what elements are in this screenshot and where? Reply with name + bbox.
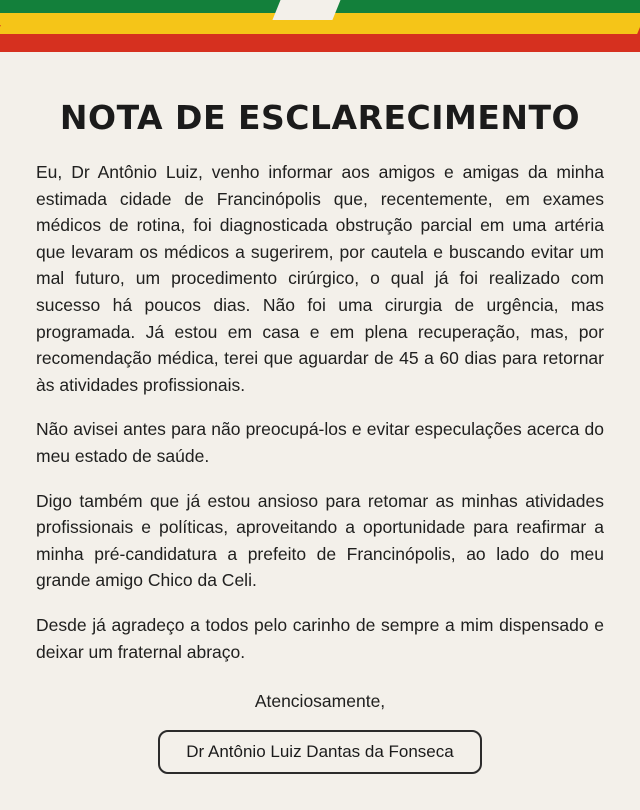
ribbon-bottom-gap	[0, 52, 640, 62]
ribbon-red-left	[0, 34, 640, 52]
paragraph-4: Desde já agradeço a todos pelo carinho de sempre a mim dispensado e deixar um fraternal abraço.	[36, 614, 604, 662]
decorative-flag-ribbon	[0, 0, 640, 62]
page-title: NOTA DE ESCLARECIMENTO	[59, 98, 581, 137]
signature-row	[36, 730, 604, 774]
paragraph-3: Digo também que já estou ansioso para retomar as minhas atividades profissionais e políticas, aproveitando a oportunidade para reafirmar a minha pré-candidatura a prefeito de Francinópolis, ao lado do meu grande amigo Chico da Celi.	[36, 490, 604, 591]
document-content	[0, 62, 640, 802]
paragraph-2: Não avisei antes para não preocupá-los e evitar especulações acerca do meu estado de saúde.	[36, 419, 604, 466]
signature-name: Dr Antônio Luiz Dantas da Fonseca	[158, 730, 481, 774]
ribbon-yellow-diagonal	[0, 20, 640, 34]
paragraph-1: Eu, Dr Antônio Luiz, venho informar aos amigos e amigas da minha estimada cidade de Francinópolis que, recentemente, em exames médicos de rotina, foi diagnosticada obstrução parcial em uma artéria que levaram os médicos a sugerirem, por cautela e buscando evitar um mal futuro, um procedimento cirúrgico, o qual já foi realizado com sucesso há poucos dias. Não foi uma cirurgia de urgência, mas programada. Já estou em casa e em plena recuperação, mas, por recomendação médica, terei que aguardar de 45 a 60 dias para retornar às atividades profissionais.	[36, 162, 604, 395]
closing-salutation: Atenciosamente,	[254, 691, 386, 712]
bottom-spacer	[36, 774, 604, 802]
